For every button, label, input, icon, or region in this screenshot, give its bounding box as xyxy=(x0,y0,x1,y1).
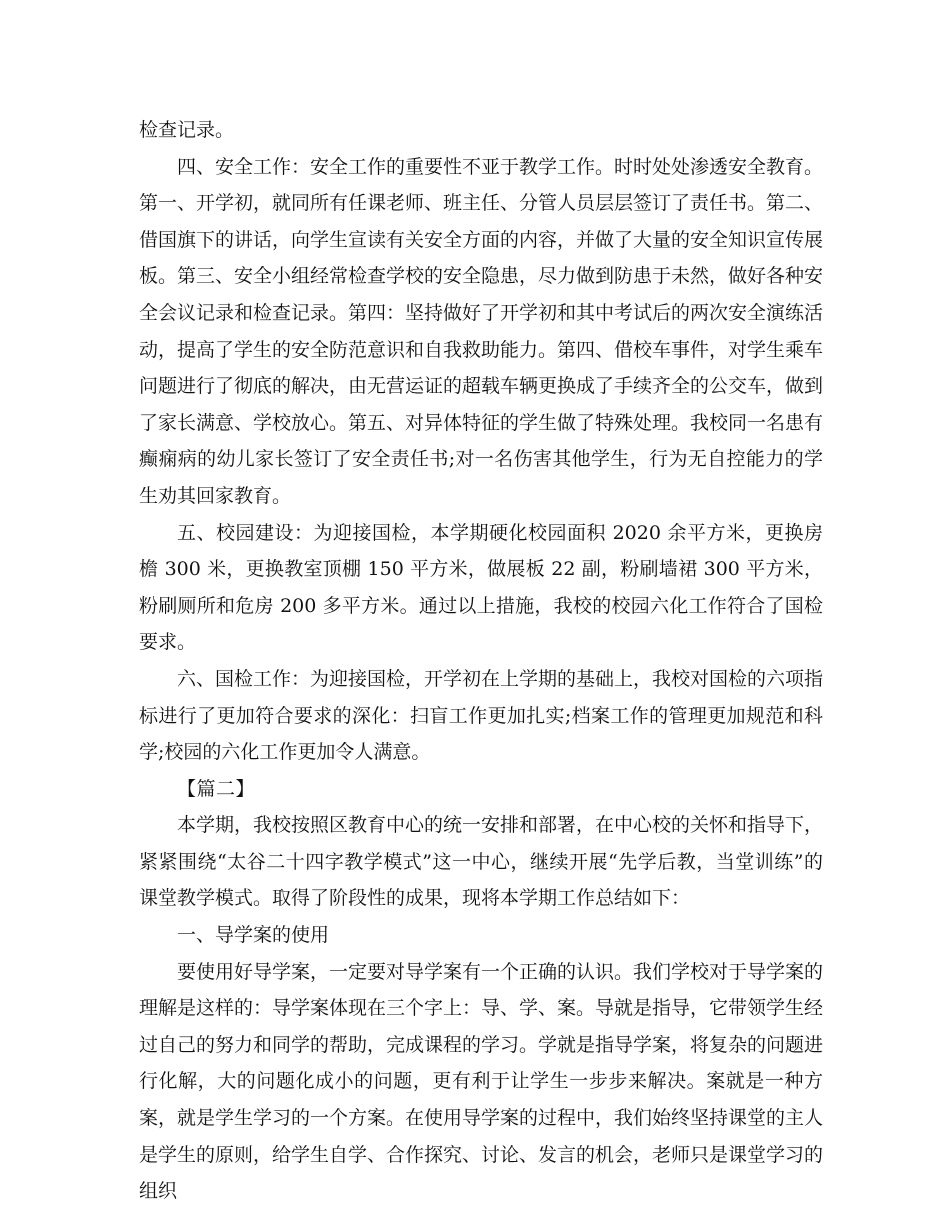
paragraph-continuation: 检查记录。 xyxy=(139,119,235,141)
paragraph-national-inspection: 六、国检工作：为迎接国检，开学初在上学期的基础上，我校对国检的六项指标进行了更加符合要求的深化：扫盲工作更加扎实;档案工作的管理更加规范和科学;校园的六化工作更加令人满意。 xyxy=(139,667,824,764)
subheading-guided-learning: 一、导学案的使用 xyxy=(177,924,330,947)
document-body xyxy=(139,112,823,1210)
section-heading-part-two: 【篇二】 xyxy=(177,777,256,800)
paragraph-guided-learning: 要使用好导学案，一定要对导学案有一个正确的认识。我们学校对于导学案的理解是这样的：导学案体现在三个字上：导、学、案。导就是指导，它带领学生经过自己的努力和同学的帮助，完成课程的学习。学就是指导学案，将复杂的问题进行化解，大的问题化成小的问题，更有利于让学生一步步来解决。案就是一种方案，就是学生学习的一个方案。在使用导学案的过程中，我们始终坚持课堂的主人是学生的原则，给学生自学、合作探究、讨论、发言的机会，老师只是课堂学习的组织 xyxy=(139,960,824,1203)
paragraph-intro-part-two: 本学期，我校按照区教育中心的统一安排和部署，在中心校的关怀和指导下，紧紧围绕“太谷二十四字教学模式”这一中心，继续开展“先学后教，当堂训练”的课堂教学模式。取得了阶段性的成果，现将本学期工作总结如下： xyxy=(139,814,824,910)
paragraph-safety-work: 四、安全工作：安全工作的重要性不亚于教学工作。时时处处渗透安全教育。第一、开学初，就同所有任课老师、班主任、分管人员层层签订了责任书。第二、借国旗下的讲话，向学生宣读有关安全方面的内容，并做了大量的安全知识宣传展板。第三、安全小组经常检查学校的安全隐患，尽力做到防患于未然，做好各种安全会议记录和检查记录。第四：坚持做好了开学初和其中考试后的两次安全演练活动，提高了学生的安全防范意识和自我救助能力。第四、借校车事件，对学生乘车问题进行了彻底的解决，由无营运证的超载车辆更换成了手续齐全的公交车，做到了家长满意、学校放心。第五、对异体特征的学生做了特殊处理。我校同一名患有癫痫病的幼儿家长签订了安全责任书;对一名伤害其他学生，行为无自控能力的学生劝其回家教育。 xyxy=(139,155,824,507)
paragraph-campus-construction: 五、校园建设：为迎接国检，本学期硬化校园面积 2020 余平方米，更换房檐 300 米，更换教室顶棚 150 平方米，做展板 22 副，粉刷墙裙 300 平方米，粉刷厕所和危房 200 多平方米。通过以上措施，我校的校园六化工作符合了国检要求。 xyxy=(139,521,823,654)
